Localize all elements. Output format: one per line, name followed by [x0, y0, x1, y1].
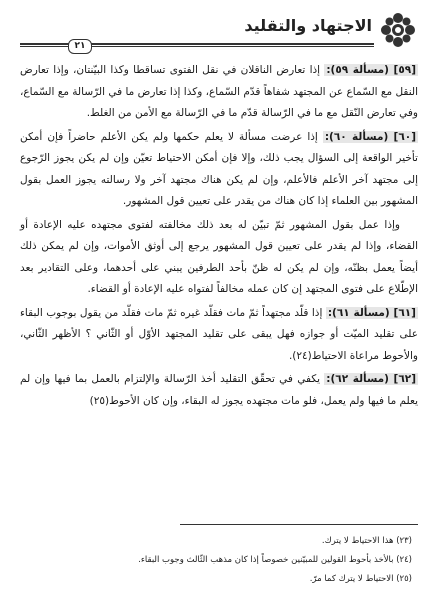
issue-label: [٦٠] (مسألة ٦٠): — [324, 130, 417, 143]
issue-label: [٦١] (مسألة ٦١): — [327, 306, 416, 319]
issue-label: [٦٢] (مسألة ٦٢): — [326, 373, 416, 385]
page-header — [20, 10, 418, 54]
page-number: ٢١ — [68, 39, 92, 54]
paragraph-62 — [20, 369, 418, 412]
body-text — [20, 60, 418, 412]
floral-ornament-icon — [378, 10, 418, 50]
footnotes — [20, 532, 418, 589]
footnote-separator — [180, 524, 418, 525]
paragraph-text: إذا تعارض الناقلان في نقل الفتوى تساقطا وكذا البيّنتان، وإذا تعارض النقل مع السّماع عن المجتهد شفاهاً قدّم السّماع، وكذا إذا تعارض ما في الرّسالة مع السّماع، وفي تعارض النّقل مع ما في الرّسالة قدّم ما في الرّسالة مع الأمن من الغلط. — [20, 64, 418, 119]
footnote-23: (٢٣) هذا الاحتياط لا يترك. — [321, 536, 412, 546]
paragraph-60 — [20, 127, 418, 213]
paragraph-text: يكفي في تحقّق التقليد أخذ الرّسالة والإلتزام بالعمل بما فيها وإن لم يعلم ما فيها ولم يعمل، فلو مات مجتهده يجوز له البقاء، وإن كان الأحوط(٢٥) — [20, 373, 418, 407]
footnote-25: (٢٥) الاحتياط لا يترك كما مرّ. — [309, 574, 412, 584]
paragraph-text: وإذا عمل بقول المشهور ثمّ تبيّن له بعد ذلك مخالفته لفتوى مجتهده عليه الإعادة أو القضاء، وإذا لم يقدر على تعيين قول المشهور يرجع إلى أوثق الأموات، وإن لم يمكن ذلك أيضاً يعمل بظنّه، وإن لم يكن له ظنّ بأحد الطرفين يبني على أحدهما، وعلى التقادير بعد الإطّلاع على فتوى المجتهد إن كان عمله مخالفاً لفتواه عليه الإعادة أو القضاء. — [20, 218, 418, 295]
paragraph-59 — [20, 60, 418, 125]
paragraph-text: إذا قلّد مجتهداً ثمّ مات فقلّد غيره ثمّ مات فقلّد من يقول بوجوب البقاء على تقليد الميّت أو جوازه فهل يبقى على تقليد المجتهد الأوّل أو الثّاني ؟ الأظهر الثّاني، والأحوط مراعاة الاحتياط(٢٤). — [20, 306, 418, 362]
paragraph-60-continued — [20, 215, 418, 301]
issue-label: [٥٩] (مسألة ٥٩): — [326, 64, 416, 76]
header-title: الاجتهاد والتقليد — [244, 16, 372, 35]
paragraph-61 — [20, 303, 418, 368]
paragraph-text: إذا عرضت مسألة لا يعلم حكمها ولم يكن الأعلم حاضراً فإن أمكن تأخير الواقعة إلى السؤال يجب ذلك، وإلا فإن أمكن الاحتياط تعيّن وإن لم يكن يجوز الرّجوع إلى مجتهد آخر الأعلم فالأعلم، وإن لم يكن هناك مجتهد آخر ولا رسالته يجوز العمل بقول المشهور بين العلماء إذا كان هناك من يقدر على تعيين قول المشهور. — [20, 130, 418, 207]
footnote-24: (٢٤) بالأخذ بأحوط القولين للمبيّنين خصوصاً إذا كان مذهب الثّالث وجوب البقاء. — [138, 555, 412, 565]
